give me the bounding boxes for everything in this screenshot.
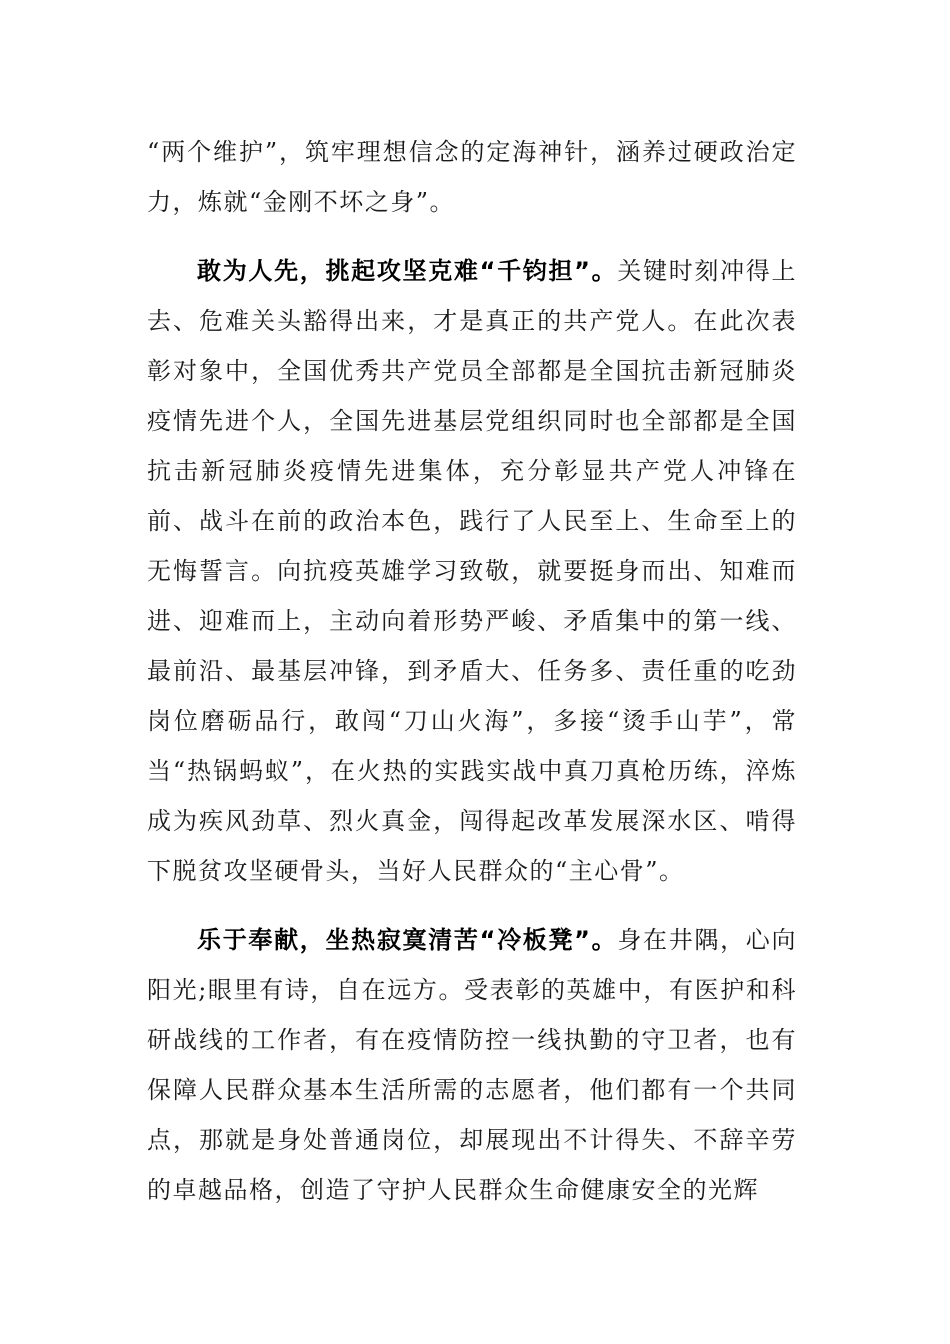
paragraph-continuation (147, 127, 797, 227)
paragraph-willing-to-dedicate (147, 915, 797, 1215)
paragraph-body: “两个维护”，筑牢理想信念的定海神针，涵养过硬政治定力，炼就“金刚不坏之身”。 (147, 138, 797, 216)
paragraph-body: 身在井隅，心向阳光;眼里有诗，自在远方。受表彰的英雄中，有医护和科研战线的工作者，有在疫情防控一线执勤的守卫者，也有保障人民群众基本生活所需的志愿者，他们都有一个共同点，那就是身处普通岗位，却展现出不计得失、不辞辛劳的卓越品格，创造了守护人民群众生命健康安全的光辉 (147, 926, 798, 1204)
paragraph-dare-to-lead (147, 246, 797, 896)
paragraph-body: 关键时刻冲得上去、危难关头豁得出来，才是真正的共产党人。在此次表彰对象中，全国优秀共产党员全部都是全国抗击新冠肺炎疫情先进个人，全国先进基层党组织同时也全部都是全国抗击新冠肺炎疫情先进集体，充分彰显共产党人冲锋在前、战斗在前的政治本色，践行了人民至上、生命至上的无悔誓言。向抗疫英雄学习致敬，就要挺身而出、知难而进、迎难而上，主动向着形势严峻、矛盾集中的第一线、最前沿、最基层冲锋，到矛盾大、任务多、责任重的吃劲岗位磨砺品行，敢闯“刀山火海”，多接“烫手山芋”，常当“热锅蚂蚁”，在火热的实践实战中真刀真枪历练，淬炼成为疾风劲草、烈火真金，闯得起改革发展深水区、啃得下脱贫攻坚硬骨头，当好人民群众的“主心骨”。 (147, 257, 798, 885)
paragraph-lead-heading: 乐于奉献，坐热寂寞清苦“冷板凳”。 (197, 926, 618, 954)
paragraph-lead-heading: 敢为人先，挑起攻坚克难“千钧担”。 (197, 257, 618, 285)
